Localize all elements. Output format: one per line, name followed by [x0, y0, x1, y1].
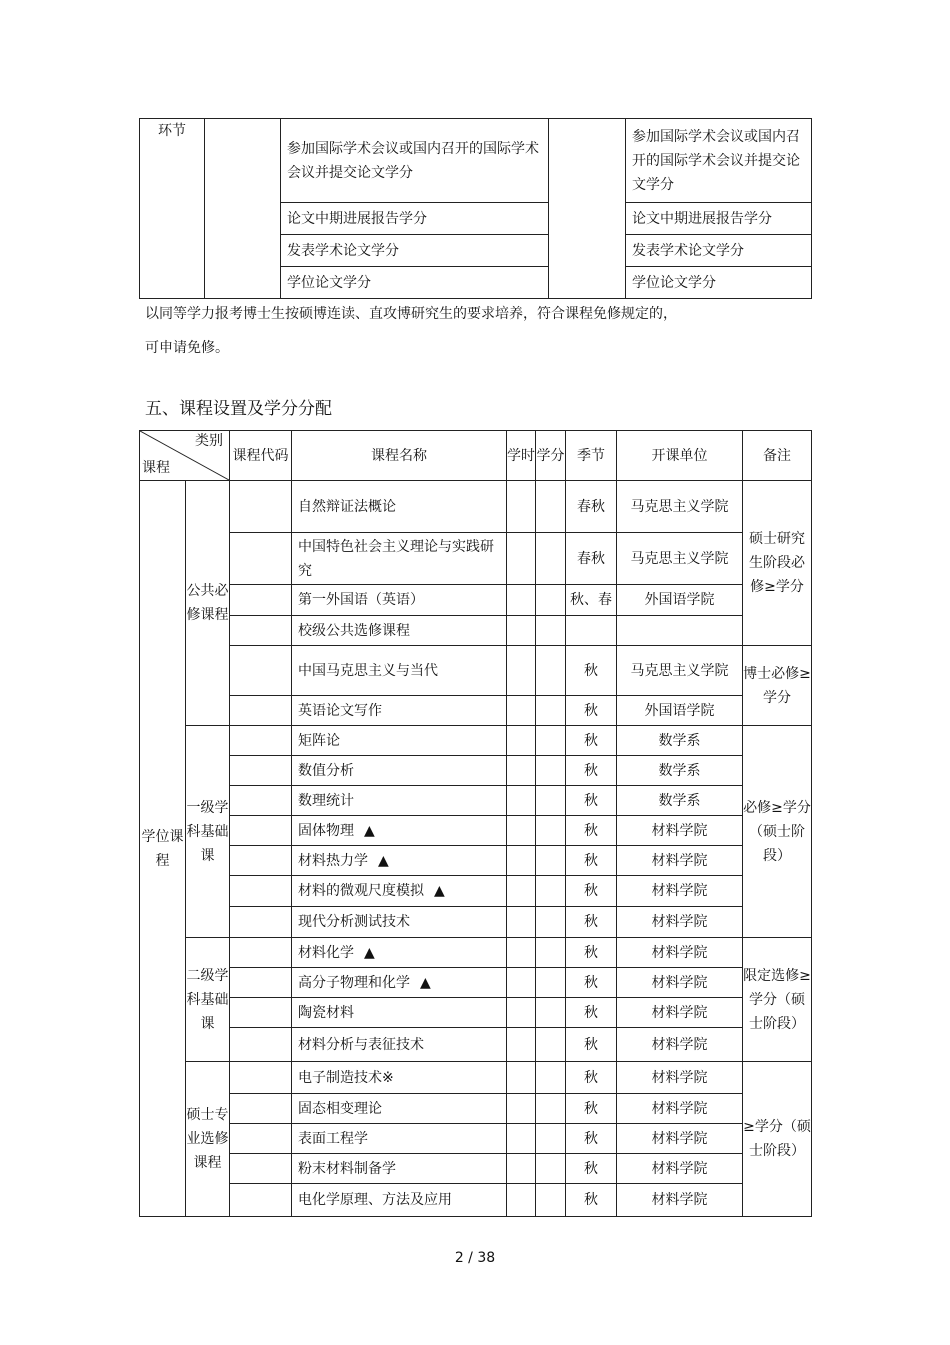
course-name: 自然辩证法概论 — [292, 481, 507, 533]
course-name-cell — [292, 786, 507, 816]
note-line: 可申请免修。 — [145, 340, 229, 356]
table-row — [140, 1184, 812, 1217]
code-cell — [230, 816, 292, 846]
course-name-cell — [292, 1028, 507, 1062]
course-name: 第一外国语（英语） — [292, 585, 507, 616]
course-name: 电化学原理、方法及应用 — [298, 1192, 452, 1208]
course-name-cell — [292, 756, 507, 786]
header-name: 课程名称 — [292, 431, 507, 481]
hours-cell — [507, 1154, 536, 1184]
table-row — [140, 1028, 812, 1062]
course-unit: 材料学院 — [617, 876, 743, 907]
triangle-mark — [354, 793, 364, 809]
course-name: 现代分析测试技术 — [298, 914, 410, 930]
header-unit: 开课单位 — [617, 431, 743, 481]
hours-cell — [507, 1124, 536, 1154]
group-label-elective: 硕士专业选修课程 — [186, 1062, 230, 1217]
group-label-public: 公共必修课程 — [186, 481, 230, 726]
degree-courses-label: 学位课程 — [140, 481, 186, 1217]
course-unit: 材料学院 — [617, 968, 743, 998]
credits-cell — [536, 696, 566, 726]
credits-cell — [536, 616, 566, 646]
course-name-cell — [292, 968, 507, 998]
code-cell — [230, 876, 292, 907]
hours-cell — [507, 998, 536, 1028]
course-name: 材料分析与表征技术 — [298, 1036, 424, 1053]
right-item: 参加国际学术会议或国内召开的国际学术会议并提交论文学分 — [626, 119, 812, 203]
triangle-mark — [424, 1037, 434, 1053]
credits-cell — [536, 726, 566, 756]
credits-cell — [536, 646, 566, 696]
left-item: 发表学术论文学分 — [281, 235, 549, 267]
course-name: 材料化学 — [298, 944, 354, 961]
credits-cell — [536, 816, 566, 846]
table-row — [140, 616, 812, 646]
hours-cell — [507, 816, 536, 846]
credits-cell — [536, 533, 566, 585]
credits-cell — [536, 786, 566, 816]
table-row — [140, 756, 812, 786]
credits-cell — [536, 1094, 566, 1124]
hours-cell — [507, 533, 536, 585]
code-cell — [230, 1028, 292, 1062]
triangle-mark — [396, 1161, 406, 1177]
course-season: 秋 — [566, 1062, 617, 1094]
empty-cell — [205, 119, 281, 299]
table-row — [140, 1094, 812, 1124]
code-cell — [230, 696, 292, 726]
hours-cell — [507, 1184, 536, 1217]
code-cell — [230, 481, 292, 533]
course-name: 材料的微观尺度模拟 — [298, 883, 424, 899]
credits-cell — [536, 585, 566, 616]
course-season: 秋 — [566, 998, 617, 1028]
table-row — [140, 481, 812, 533]
course-season: 秋 — [566, 1154, 617, 1184]
credits-cell — [536, 1124, 566, 1154]
credits-cell — [536, 1028, 566, 1062]
course-season: 秋 — [566, 846, 617, 876]
course-season: 秋 — [566, 1184, 617, 1217]
course-unit: 马克思主义学院 — [617, 646, 743, 696]
header-season: 季节 — [566, 431, 617, 481]
course-season: 秋 — [566, 646, 617, 696]
table-row — [140, 1154, 812, 1184]
triangle-mark — [354, 1005, 364, 1021]
course-name: 中国马克思主义与当代 — [292, 646, 507, 696]
course-name-cell — [292, 1184, 507, 1217]
course-name: 高分子物理和化学 — [298, 974, 410, 991]
course-name-cell — [292, 726, 507, 756]
empty-cell — [549, 119, 626, 299]
course-season: 秋 — [566, 756, 617, 786]
course-season: 秋 — [566, 1094, 617, 1124]
section-title: 五、课程设置及学分分配 — [145, 399, 332, 419]
hours-cell — [507, 846, 536, 876]
credits-cell — [536, 756, 566, 786]
triangle-mark — [340, 733, 350, 749]
code-cell — [230, 1154, 292, 1184]
note-line: 以同等学力报考博士生按硕博连读、直攻博研究生的要求培养，符合课程免修规定的， — [145, 306, 677, 322]
table-row — [140, 696, 812, 726]
remark-level2: 限定选修≥学分（硕士阶段） — [743, 938, 812, 1062]
group-label-level1: 一级学科基础课 — [186, 726, 230, 938]
course-season: 秋 — [566, 938, 617, 968]
course-unit: 材料学院 — [617, 1184, 743, 1217]
course-season: 秋 — [566, 1124, 617, 1154]
triangle-mark: ▲ — [364, 944, 375, 961]
course-unit: 材料学院 — [617, 938, 743, 968]
course-name-cell — [292, 907, 507, 938]
triangle-mark: ▲ — [434, 883, 445, 899]
code-cell — [230, 907, 292, 938]
right-item: 发表学术论文学分 — [626, 235, 812, 267]
course-table — [139, 430, 812, 1217]
table-row — [140, 907, 812, 938]
stage-label: 环节 — [140, 119, 205, 299]
triangle-mark: ▲ — [378, 852, 389, 869]
code-cell — [230, 1184, 292, 1217]
course-name: 校级公共选修课程 — [292, 616, 507, 646]
hours-cell — [507, 616, 536, 646]
table-row — [140, 786, 812, 816]
header-credits: 学分 — [536, 431, 566, 481]
remark-level1: 必修≥学分（硕士阶段） — [743, 726, 812, 938]
course-name-cell — [292, 876, 507, 907]
hours-cell — [507, 786, 536, 816]
hours-cell — [507, 968, 536, 998]
hours-cell — [507, 907, 536, 938]
code-cell — [230, 533, 292, 585]
credits-cell — [536, 968, 566, 998]
code-cell — [230, 1062, 292, 1094]
table-row — [140, 816, 812, 846]
triangle-mark — [394, 1070, 404, 1086]
code-cell — [230, 968, 292, 998]
left-item: 参加国际学术会议或国内召开的国际学术会议并提交论文学分 — [281, 119, 549, 203]
credits-cell — [536, 876, 566, 907]
code-cell — [230, 938, 292, 968]
table-row — [140, 585, 812, 616]
hours-cell — [507, 585, 536, 616]
course-unit: 马克思主义学院 — [617, 481, 743, 533]
course-unit: 材料学院 — [617, 1154, 743, 1184]
hours-cell — [507, 756, 536, 786]
remark-public-phd: 博士必修≥学分 — [743, 646, 812, 726]
course-name: 表面工程学 — [298, 1130, 368, 1147]
right-item: 论文中期进展报告学分 — [626, 203, 812, 235]
hours-cell — [507, 726, 536, 756]
course-name-cell — [292, 1094, 507, 1124]
course-name: 固态相变理论 — [298, 1100, 382, 1117]
code-cell — [230, 786, 292, 816]
left-item: 论文中期进展报告学分 — [281, 203, 549, 235]
course-season: 秋、春 — [566, 585, 617, 616]
course-season: 春秋 — [566, 533, 617, 585]
triangle-mark — [368, 1131, 378, 1147]
header-code: 课程代码 — [230, 431, 292, 481]
credits-cell — [536, 1062, 566, 1094]
course-season: 秋 — [566, 786, 617, 816]
table-row — [140, 938, 812, 968]
table-row — [140, 1062, 812, 1094]
course-season: 秋 — [566, 816, 617, 846]
course-season: 秋 — [566, 876, 617, 907]
code-cell — [230, 1094, 292, 1124]
hours-cell — [507, 1062, 536, 1094]
course-unit: 马克思主义学院 — [617, 533, 743, 585]
triangle-mark: ▲ — [364, 822, 375, 839]
header-course: 课程 — [142, 460, 170, 476]
table-row — [140, 998, 812, 1028]
course-unit: 材料学院 — [617, 1094, 743, 1124]
course-name-cell — [292, 1124, 507, 1154]
course-name: 数值分析 — [298, 762, 354, 779]
hours-cell — [507, 1094, 536, 1124]
course-season: 春秋 — [566, 481, 617, 533]
hours-cell — [507, 646, 536, 696]
course-name: 数理统计 — [298, 792, 354, 809]
header-remarks: 备注 — [743, 431, 812, 481]
credits-cell — [536, 1184, 566, 1217]
course-unit: 材料学院 — [617, 907, 743, 938]
course-unit: 材料学院 — [617, 1028, 743, 1062]
hours-cell — [507, 481, 536, 533]
course-name-cell — [292, 846, 507, 876]
course-name-cell — [292, 1062, 507, 1094]
credits-cell — [536, 481, 566, 533]
code-cell — [230, 846, 292, 876]
course-unit — [617, 616, 743, 646]
code-cell — [230, 756, 292, 786]
hours-cell — [507, 938, 536, 968]
course-unit: 数学系 — [617, 786, 743, 816]
course-name-cell — [292, 816, 507, 846]
course-unit: 数学系 — [617, 726, 743, 756]
graduation-stage-table — [139, 118, 812, 299]
course-unit: 材料学院 — [617, 1062, 743, 1094]
course-name: 固体物理 — [298, 822, 354, 839]
table-row — [140, 646, 812, 696]
triangle-mark — [382, 1101, 392, 1117]
table-row — [140, 968, 812, 998]
hours-cell — [507, 1028, 536, 1062]
triangle-mark — [354, 763, 364, 779]
table-row — [140, 876, 812, 907]
course-name: 矩阵论 — [298, 732, 340, 749]
page-number: 2 / 38 — [454, 1250, 496, 1266]
remark-public-master: 硕士研究生阶段必修≥学分 — [743, 481, 812, 646]
credits-cell — [536, 938, 566, 968]
table-row — [140, 533, 812, 585]
course-name: 电子制造技术※ — [298, 1069, 394, 1086]
triangle-mark — [410, 914, 420, 930]
course-unit: 材料学院 — [617, 998, 743, 1028]
hours-cell — [507, 876, 536, 907]
hours-cell — [507, 696, 536, 726]
diagonal-header — [140, 431, 230, 481]
group-label-level2: 二级学科基础课 — [186, 938, 230, 1062]
course-season: 秋 — [566, 726, 617, 756]
triangle-mark — [452, 1192, 462, 1208]
code-cell — [230, 646, 292, 696]
remark-elective: ≥学分（硕士阶段） — [743, 1062, 812, 1217]
code-cell — [230, 998, 292, 1028]
code-cell — [230, 1124, 292, 1154]
code-cell — [230, 726, 292, 756]
course-unit: 材料学院 — [617, 816, 743, 846]
course-name: 材料热力学 — [298, 852, 368, 869]
course-season: 秋 — [566, 968, 617, 998]
code-cell — [230, 616, 292, 646]
course-season: 秋 — [566, 907, 617, 938]
credits-cell — [536, 998, 566, 1028]
code-cell — [230, 585, 292, 616]
table-row — [140, 846, 812, 876]
right-item: 学位论文学分 — [626, 267, 812, 299]
course-unit: 外国语学院 — [617, 585, 743, 616]
course-season: 秋 — [566, 1028, 617, 1062]
course-name: 陶瓷材料 — [298, 1004, 354, 1021]
course-name: 粉末材料制备学 — [298, 1160, 396, 1177]
course-unit: 数学系 — [617, 756, 743, 786]
header-category: 类别 — [195, 433, 223, 449]
course-unit: 材料学院 — [617, 846, 743, 876]
course-name-cell — [292, 1154, 507, 1184]
course-unit: 材料学院 — [617, 1124, 743, 1154]
course-name-cell — [292, 998, 507, 1028]
credits-cell — [536, 907, 566, 938]
course-season: 秋 — [566, 696, 617, 726]
header-row — [140, 431, 812, 481]
table-row — [140, 1124, 812, 1154]
left-item: 学位论文学分 — [281, 267, 549, 299]
course-season — [566, 616, 617, 646]
course-name: 英语论文写作 — [292, 696, 507, 726]
header-hours: 学时 — [507, 431, 536, 481]
course-name: 中国特色社会主义理论与实践研究 — [292, 533, 507, 585]
course-unit: 外国语学院 — [617, 696, 743, 726]
credits-cell — [536, 1154, 566, 1184]
triangle-mark: ▲ — [420, 974, 431, 991]
table-row — [140, 726, 812, 756]
credits-cell — [536, 846, 566, 876]
course-name-cell — [292, 938, 507, 968]
